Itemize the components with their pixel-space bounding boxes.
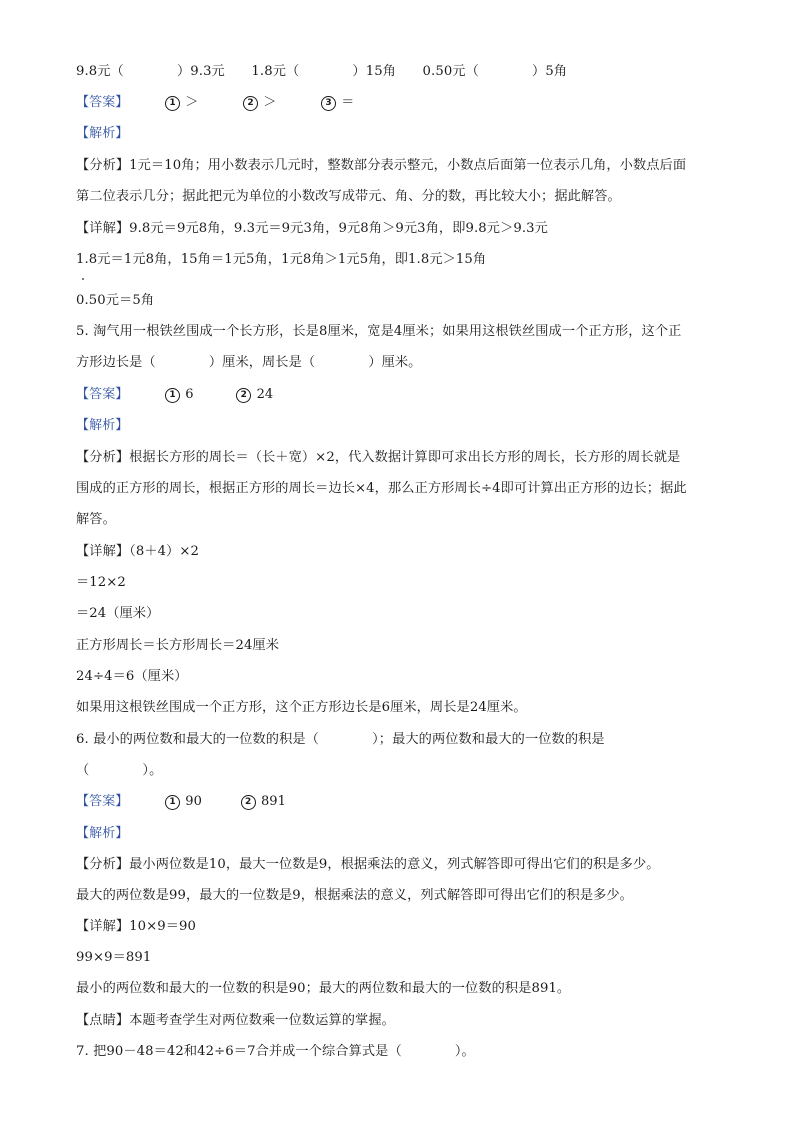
q7-question-line: 7. 把90－48＝42和42÷6＝7合并成一个综合算式是（ ）。 <box>76 1044 475 1059</box>
q6-answer-line <box>76 793 286 811</box>
q5-answer-line <box>76 386 273 404</box>
answer-label: 【答案】 <box>76 794 129 809</box>
q5-question-line-2: 方形边长是（ ）厘米，周长是（ ）厘米。 <box>76 355 422 370</box>
answer-number-2: 2 <box>241 795 256 810</box>
analysis-label: 【解析】 <box>76 126 129 141</box>
analysis-label: 【解析】 <box>76 418 129 433</box>
q4-detail-line-1: 【详解】9.8元＝9元8角，9.3元＝9元3角，9元8角＞9元3角，即9.8元＞9.3元 <box>76 221 548 236</box>
q4-comparison-line: 9.8元（ ）9.3元 1.8元（ ）15角 0.50元（ ）5角 <box>76 64 568 79</box>
q5-detail-line-4: 正方形周长＝长方形周长＝24厘米 <box>76 638 280 653</box>
q5-detail-line-2: ＝12×2 <box>76 575 126 590</box>
q4-analysis-line-1: 【分析】1元＝10角；用小数表示几元时，整数部分表示整元，小数点后面第一位表示几角，小数点后面 <box>76 158 687 173</box>
q6-detail-line-2: 99×9＝891 <box>76 950 152 965</box>
answer-number-3: 3 <box>321 96 336 111</box>
answer-label: 【答案】 <box>76 95 129 110</box>
answer-value: 6 <box>185 387 194 402</box>
q6-detail-line-3: 最小的两位数和最大的一位数的积是90；最大的两位数和最大的一位数的积是891。 <box>76 981 571 996</box>
q5-detail-line-5: 24÷4＝6（厘米） <box>76 669 188 684</box>
answer-value: ＝ <box>341 95 355 110</box>
q4-detail-line-2: 1.8元＝1元8角，15角＝1元5角，1元8角＞1元5角，即1.8元＞15角 <box>76 252 487 267</box>
q5-detail-line-1: 【详解】（8＋4）×2 <box>76 544 200 559</box>
q6-detail-line-1: 【详解】10×9＝90 <box>76 919 197 934</box>
answer-number-1: 1 <box>165 388 180 403</box>
q6-analysis-line-1: 【分析】最小两位数是10，最大一位数是9，根据乘法的意义，列式解答即可得出它们的积是多少。 <box>76 857 660 872</box>
q5-detail-line-3: ＝24（厘米） <box>76 606 160 621</box>
answer-number-2: 2 <box>236 388 251 403</box>
q4-answer-line <box>76 94 354 112</box>
analysis-label-line <box>76 125 128 143</box>
answer-value: 90 <box>185 794 203 809</box>
q5-analysis-line-1: 【分析】根据长方形的周长＝（长＋宽）×2，代入数据计算即可求出长方形的周长，长方形的周长就是 <box>76 450 681 465</box>
analysis-label: 【解析】 <box>76 826 129 841</box>
q6-analysis-line-2: 最大的两位数是99，最大的一位数是9，根据乘法的意义，列式解答即可得出它们的积是多少。 <box>76 888 633 903</box>
answer-label: 【答案】 <box>76 387 129 402</box>
q5-question-line-1: 5. 淘气用一根铁丝围成一个长方形，长是8厘米，宽是4厘米；如果用这根铁丝围成一个正方形，这个正 <box>76 324 682 339</box>
q4-detail-line-3: 0.50元＝5角 <box>76 293 155 308</box>
answer-value: ＞ <box>185 95 199 110</box>
answer-number-1: 1 <box>165 795 180 810</box>
q4-analysis-line-2: 第二位表示几分；据此把元为单位的小数改写成带元、角、分的数，再比较大小；据此解答。 <box>76 189 621 204</box>
answer-number-2: 2 <box>243 96 258 111</box>
q5-analysis-line-3: 解答。 <box>76 512 116 527</box>
q6-remark-line: 【点睛】本题考查学生对两位数乘一位数运算的掌握。 <box>76 1013 395 1028</box>
q6-question-line-1: 6. 最小的两位数和最大的一位数的积是（ ）；最大的两位数和最大的一位数的积是 <box>76 732 605 747</box>
q5-analysis-line-2: 围成的正方形的周长，根据正方形的周长＝边长×4，那么正方形周长÷4即可计算出正方形的边长；据此 <box>76 481 687 496</box>
analysis-label-line <box>76 825 128 843</box>
answer-number-1: 1 <box>165 96 180 111</box>
answer-value: ＞ <box>263 95 277 110</box>
q6-question-line-2: （ ）。 <box>76 763 163 778</box>
stray-mark <box>82 278 84 280</box>
answer-value: 891 <box>260 794 287 809</box>
answer-value: 24 <box>256 387 274 402</box>
analysis-label-line <box>76 417 128 435</box>
q5-detail-line-6: 如果用这根铁丝围成一个正方形，这个正方形边长是6厘米，周长是24厘米。 <box>76 700 527 715</box>
